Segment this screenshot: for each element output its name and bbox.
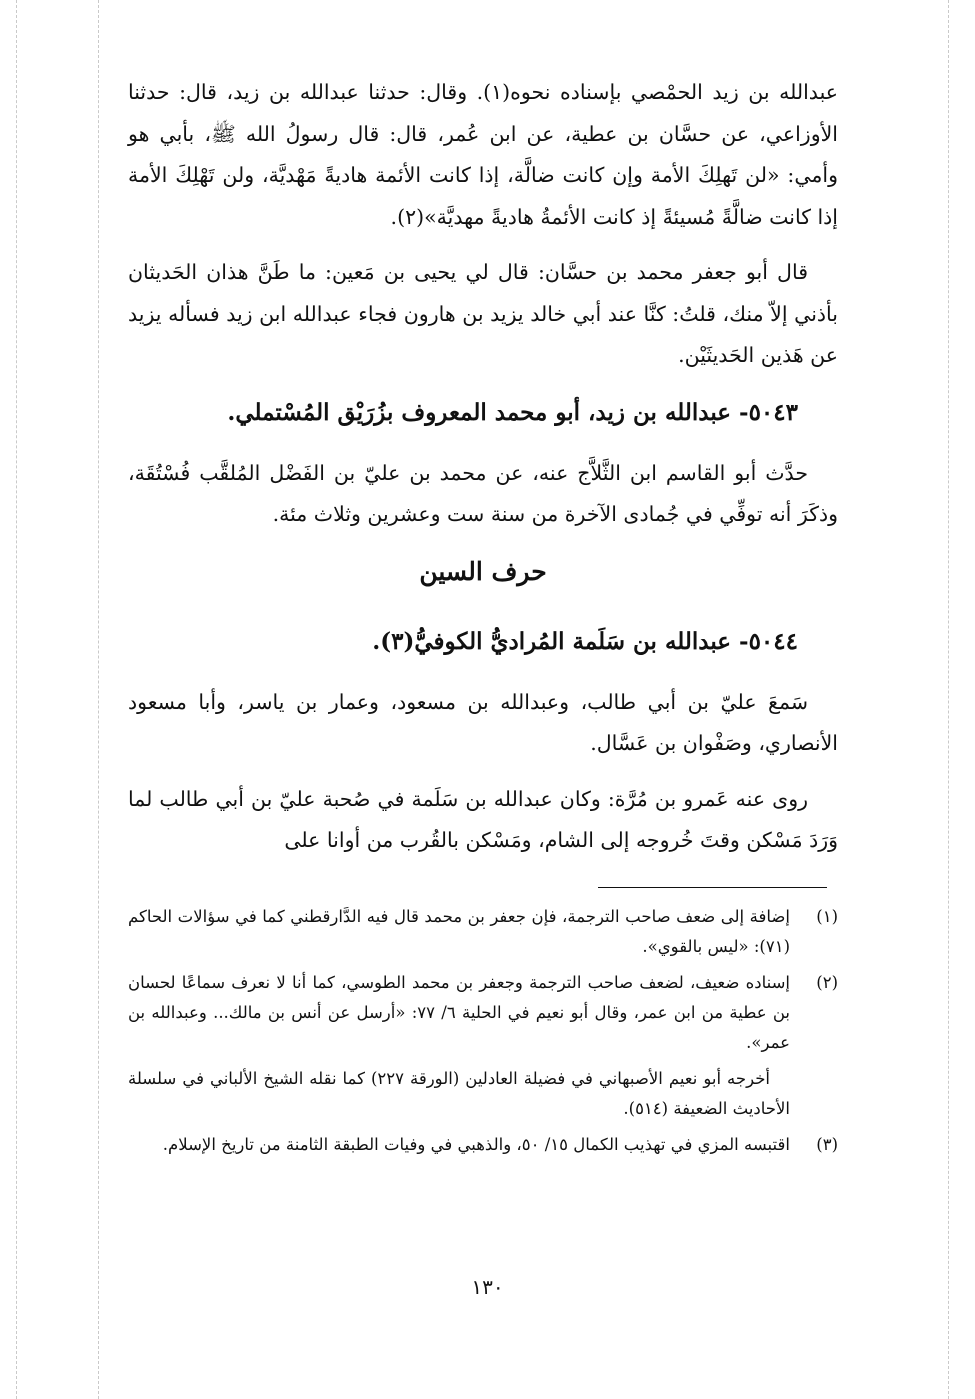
entry-heading: ٥٠٤٣- عبدالله بن زيد، أبو محمد المعروف بزُرَيْق المُسْتملي. — [227, 398, 798, 426]
footnote-text: اقتبسه المزي في تهذيب الكمال ١٥/ ٥٠، والذهبي في وفيات الطبقة الثامنة من تاريخ الإسلام. — [162, 1135, 790, 1154]
scan-guide-line — [16, 0, 17, 1399]
main-text — [128, 72, 838, 876]
footnote — [128, 902, 838, 962]
paragraph: روى عنه عَمرو بن مُرَّة: وكان عبدالله بن سَلَمة في صُحبة عليّ بن أبي طالب لما وَرَدَ مَسْكن وقتَ خُروجه إلى الشام، ومَسْكن بالقُرب من أوانا على — [128, 786, 838, 852]
paragraph: سَمعَ عليّ بن أبي طالب، وعبدالله بن مسعود، وعمار بن ياسر، وأبا مسعود الأنصاري، وصَفْوان بن عَسَّال. — [128, 689, 838, 755]
paragraph: عبدالله بن زيد الحمْصي بإسناده نحوه(١). وقال: حدثنا عبدالله بن زيد، قال: حدثنا الأوزاعي، عن حسَّان بن عطية، عن ابن عُمر، قال: قال رسولُ الله ﷺ، بأبي هو وأمي: «لن تَهلِكَ الأمة وإن كانت ضالَّة، إذا كانت الأئمة هاديةً مَهْديَّة، ولن تَهْلِكَ الأمة إذا كانت ضالَّةً مُسيئةً إذ كانت الأئمةُ هاديةً مهديَّة»(٢). — [128, 80, 838, 229]
scan-guide-line — [948, 0, 949, 1399]
footnote — [128, 968, 838, 1058]
page-number: ١٣٠ — [471, 1275, 504, 1299]
footnote-separator — [598, 887, 827, 888]
footnote-continuation: أخرجه أبو نعيم الأصبهاني في فضيلة العادلين (الورقة ٢٢٧) كما نقله الشيخ الألباني في سلسلة الأحاديث الضعيفة (٥١٤). — [128, 1069, 790, 1118]
paragraph: قال أبو جعفر محمد بن حسَّان: قال لي يحيى بن مَعين: ما طَنَّ هذان الحَديثان بأذني إلاّ منك، قلتُ: كنَّا عند أبي خالد يزيد بن هارون فجاء عبدالله ابن زيد فسأله يزيد عن هَذين الحَديثَيْن. — [128, 260, 838, 367]
footnote-number: (٢) — [816, 973, 838, 992]
footnote-text: إضافة إلى ضعف صاحب الترجمة، فإن جعفر بن محمد قال فيه الدَّارقطني كما في سؤالات الحاكم (٧١): «ليس بالقوي». — [128, 907, 790, 956]
footnote-text: إسناده ضعيف، لضعف صاحب الترجمة وجعفر بن محمد الطوسي، كما أنا لا نعرف سماعًا لحسان بن عطية من ابن عمر، وقال أبو نعيم في الحلية ٦/ ٧٧: «أرسل عن أنس بن مالك... وعبدالله بن عمر». — [128, 973, 791, 1052]
section-heading: حرف السين — [419, 556, 547, 586]
footnote-number: (٣) — [816, 1135, 838, 1154]
scan-guide-line — [98, 0, 99, 1399]
paragraph: حدَّث أبو القاسم ابن الثَّلاَّج عنه، عن محمد بن عليّ بن الفَضْل المُلقَّب فُسْتُقَة، وذكَرَ أنه توفِّي في جُمادى الآخرة من سنة ست وعشرين وثلاث مئة. — [128, 460, 838, 526]
footnote — [128, 1130, 838, 1160]
footnotes — [128, 902, 838, 1166]
entry-heading: ٥٠٤٤- عبدالله بن سَلَمة المُراديُّ الكوفيُّ(٣). — [372, 627, 798, 655]
footnote-number: (١) — [816, 907, 838, 926]
